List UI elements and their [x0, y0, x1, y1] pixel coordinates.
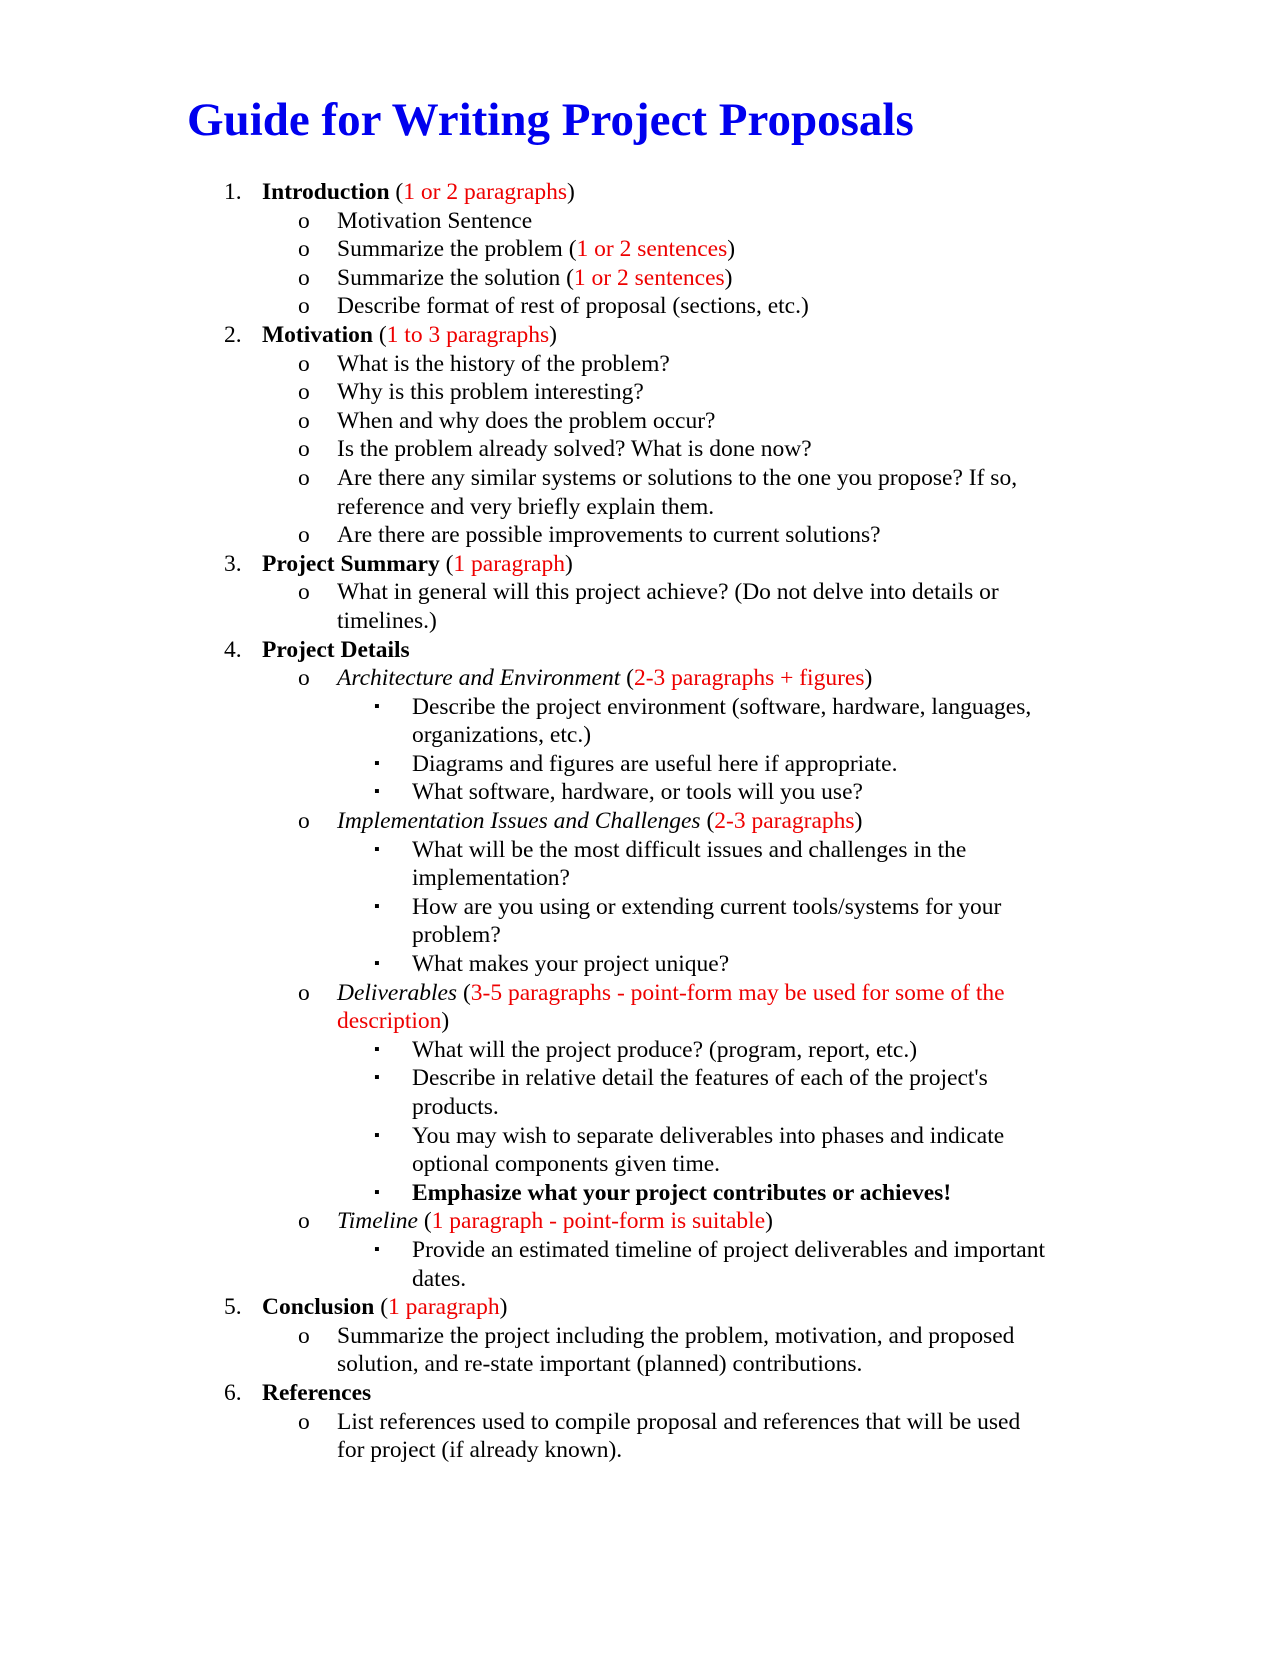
length-note: 1 or 2 paragraphs: [403, 179, 568, 205]
bullet-marker: o: [298, 464, 310, 491]
length-note: 2-3 paragraphs + figures: [633, 665, 865, 692]
item-text: Describe format of rest of proposal (sections, etc.): [337, 293, 809, 320]
list-item: o Deliverables (3-5 paragraphs - point-form may be used for some of the: [298, 979, 1005, 1006]
item-text: What will the project produce? (program, report, etc.): [412, 1036, 918, 1063]
length-note: 1 paragraph: [388, 1294, 500, 1321]
bullet-marker: ▪: [374, 1240, 380, 1258]
bullet-marker: o: [298, 1208, 310, 1235]
sub-list-item: [0, 1179, 1280, 1208]
item-text: timelines.): [337, 607, 437, 634]
section-heading: [0, 636, 1280, 665]
sub-list-item: [0, 1064, 1280, 1093]
section-number: 3.: [224, 550, 242, 577]
list-item: o Architecture and Environment (2-3 paragraphs + figures): [298, 665, 873, 692]
sub-list-item: [0, 1036, 1280, 1065]
item-text: Describe in relative detail the features of each of the project's: [412, 1065, 988, 1092]
bullet-marker: ▪: [374, 840, 380, 858]
item-text: dates.: [412, 1265, 467, 1292]
section-heading: 5. Conclusion (1 paragraph): [224, 1294, 508, 1321]
item-text: What is the history of the problem?: [337, 350, 670, 377]
length-note: 1 or 2 sentences: [576, 236, 728, 263]
bullet-marker: o: [298, 1322, 310, 1349]
item-text: Timeline: [337, 1208, 418, 1235]
bullet-marker: o: [298, 979, 310, 1006]
section-number: 2.: [224, 321, 242, 348]
section-title: Motivation: [262, 321, 373, 348]
item-text: You may wish to separate deliverables into phases and indicate: [412, 1122, 1005, 1149]
item-text: Is the problem already solved? What is done now?: [337, 436, 812, 463]
list-item: [0, 1408, 1280, 1437]
list-item: [0, 464, 1280, 493]
section-number: 6.: [224, 1379, 242, 1406]
section-title: Project Details: [262, 636, 410, 663]
length-note: 1 to 3 paragraphs: [386, 321, 550, 348]
section-heading: 2. Motivation (1 to 3 paragraphs): [224, 321, 557, 348]
continuation-line: [0, 721, 1280, 750]
continuation-line: [0, 607, 1280, 636]
continuation-line: [0, 1436, 1280, 1465]
section-heading: 1. Introduction (1 or 2 paragraphs): [224, 179, 575, 205]
item-text: Implementation Issues and Challenges: [337, 808, 701, 835]
list-item: [0, 378, 1280, 407]
item-text: Emphasize what your project contributes or achieves!: [412, 1179, 952, 1206]
list-item: [0, 435, 1280, 464]
item-text: organizations, etc.): [412, 722, 592, 749]
bullet-marker: o: [298, 436, 310, 463]
bullet-marker: o: [298, 350, 310, 377]
item-text: How are you using or extending current tools/systems for your: [412, 893, 1002, 920]
list-item: o Summarize the problem (1 or 2 sentences): [298, 236, 736, 263]
section-number: 1.: [224, 179, 242, 205]
item-text: Why is this problem interesting?: [337, 379, 644, 406]
sub-list-item: [0, 750, 1280, 779]
continuation-line: [0, 1265, 1280, 1294]
list-item: [0, 292, 1280, 321]
item-text: Summarize the solution: [337, 264, 561, 291]
section-heading: 3. Project Summary (1 paragraph): [224, 550, 573, 577]
bullet-marker: ▪: [374, 1183, 380, 1201]
section-title: References: [262, 1379, 372, 1406]
sub-list-item: [0, 778, 1280, 807]
item-text: Summarize the problem: [337, 236, 563, 263]
continuation-line: [0, 1350, 1280, 1379]
list-item: o Summarize the solution (1 or 2 sentences): [298, 264, 733, 291]
item-text: Deliverables: [337, 979, 458, 1006]
list-item: [0, 521, 1280, 550]
item-text: What makes your project unique?: [412, 951, 730, 978]
item-text: Diagrams and figures are useful here if appropriate.: [412, 750, 898, 777]
bullet-marker: ▪: [374, 955, 380, 973]
length-note: 1 paragraph - point-form is suitable: [431, 1208, 766, 1235]
bullet-marker: ▪: [374, 697, 380, 715]
list-item: [0, 350, 1280, 379]
bullet-marker: ▪: [374, 1126, 380, 1144]
bullet-marker: ▪: [374, 1040, 380, 1058]
bullet-marker: o: [298, 665, 310, 692]
item-text: products.: [412, 1094, 499, 1120]
length-note: 2-3 paragraphs: [714, 808, 855, 835]
item-text: Motivation Sentence: [337, 207, 533, 234]
section-title: Project Summary: [262, 550, 440, 577]
bullet-marker: o: [298, 236, 310, 263]
sub-list-item: [0, 893, 1280, 922]
continuation-line: [0, 493, 1280, 522]
bullet-marker: o: [298, 522, 310, 549]
proposal-outline: [0, 178, 1280, 1465]
length-note: 3-5 paragraphs - point-form may be used for some of the: [470, 979, 1005, 1006]
section-number: 5.: [224, 1294, 242, 1321]
bullet-marker: ▪: [374, 897, 380, 915]
item-text: problem?: [412, 922, 501, 949]
bullet-marker: ▪: [374, 754, 380, 772]
item-text: What in general will this project achieve? (Do not delve into details or: [337, 579, 999, 606]
item-text: List references used to compile proposal and references that will be used: [337, 1408, 1021, 1435]
continuation-line: [0, 1150, 1280, 1179]
bullet-marker: o: [298, 407, 310, 434]
continuation-line: description): [337, 1008, 450, 1035]
sub-list-item: [0, 950, 1280, 979]
bullet-marker: o: [298, 293, 310, 320]
bullet-marker: o: [298, 207, 310, 234]
bullet-marker: ▪: [374, 1069, 380, 1087]
item-text: When and why does the problem occur?: [337, 407, 716, 434]
list-item: o Timeline (1 paragraph - point-form is suitable): [298, 1208, 773, 1235]
item-text: What software, hardware, or tools will you use?: [412, 779, 863, 806]
list-item: [0, 207, 1280, 236]
item-text: Are there are possible improvements to current solutions?: [337, 522, 881, 549]
section-number: 4.: [224, 636, 242, 663]
section-title: Introduction: [262, 179, 390, 205]
bullet-marker: o: [298, 808, 310, 835]
item-text: reference and very briefly explain them.: [337, 493, 715, 520]
length-note: description: [337, 1008, 442, 1035]
item-text: Provide an estimated timeline of project deliverables and important: [412, 1236, 1045, 1263]
item-text: solution, and re-state important (planned) contributions.: [337, 1351, 863, 1378]
item-text: optional components given time.: [412, 1151, 721, 1178]
bullet-marker: o: [298, 1408, 310, 1435]
bullet-marker: o: [298, 264, 310, 291]
bullet-marker: ▪: [374, 783, 380, 801]
length-note: 1 or 2 sentences: [573, 264, 725, 291]
bullet-marker: o: [298, 579, 310, 606]
page-title: Guide for Writing Project Proposals: [187, 94, 914, 146]
continuation-line: [0, 1093, 1280, 1122]
item-text: Are there any similar systems or solutions to the one you propose? If so,: [337, 464, 1018, 491]
section-title: Conclusion: [262, 1294, 375, 1321]
sub-list-item: [0, 693, 1280, 722]
list-item: [0, 1322, 1280, 1351]
list-item: [0, 407, 1280, 436]
item-text: for project (if already known).: [337, 1437, 623, 1464]
length-note: 1 paragraph: [453, 550, 565, 577]
continuation-line: [0, 921, 1280, 950]
sub-list-item: [0, 1122, 1280, 1151]
continuation-line: [0, 864, 1280, 893]
list-item: [0, 578, 1280, 607]
item-text: implementation?: [412, 865, 570, 892]
list-item: o Implementation Issues and Challenges (2-3 paragraphs): [298, 808, 863, 835]
bullet-marker: o: [298, 379, 310, 406]
item-text: Describe the project environment (software, hardware, languages,: [412, 693, 1032, 720]
item-text: Architecture and Environment: [337, 665, 621, 692]
section-heading: [0, 1379, 1280, 1408]
item-text: Summarize the project including the problem, motivation, and proposed: [337, 1322, 1015, 1349]
sub-list-item: [0, 836, 1280, 865]
sub-list-item: [0, 1236, 1280, 1265]
item-text: What will be the most difficult issues and challenges in the: [412, 836, 967, 863]
